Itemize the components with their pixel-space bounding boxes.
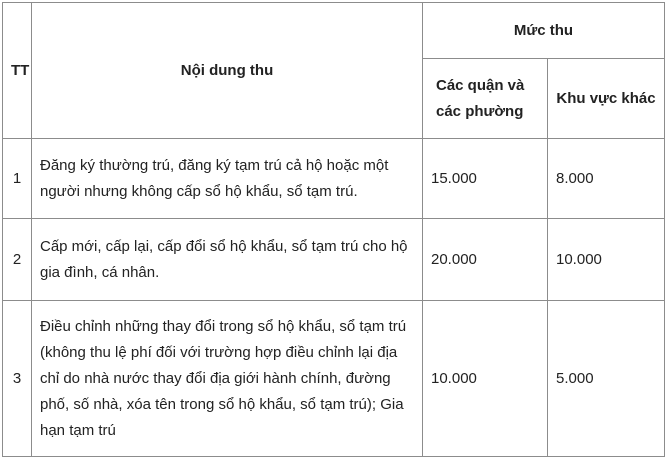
- header-other: Khu vực khác: [548, 59, 665, 139]
- row-tt: 2: [3, 219, 32, 301]
- row-urban-fee: 10.000: [423, 301, 548, 457]
- row-urban-fee: 15.000: [423, 139, 548, 219]
- header-urban: Các quận và các phường: [423, 59, 548, 139]
- row-urban-fee: 20.000: [423, 219, 548, 301]
- row-tt: 3: [3, 301, 32, 457]
- row-content: Điều chỉnh những thay đổi trong sổ hộ khẩu, sổ tạm trú (không thu lệ phí đối với trường hợp điều chỉnh lại địa chỉ do nhà nước thay đổi địa giới hành chính, đường phố, số nhà, xóa tên trong sổ hộ khẩu, sổ tạm trú); Gia hạn tạm trú: [32, 301, 423, 457]
- table-row: [3, 301, 665, 457]
- row-content: Đăng ký thường trú, đăng ký tạm trú cả hộ hoặc một người nhưng không cấp sổ hộ khẩu, sổ tạm trú.: [32, 139, 423, 219]
- header-tt: TT: [3, 3, 32, 139]
- row-other-fee: 8.000: [548, 139, 665, 219]
- row-content: Cấp mới, cấp lại, cấp đổi sổ hộ khẩu, sổ tạm trú cho hộ gia đình, cá nhân.: [32, 219, 423, 301]
- row-tt: 1: [3, 139, 32, 219]
- row-other-fee: 5.000: [548, 301, 665, 457]
- header-row-1: [3, 3, 665, 59]
- fee-table: [2, 2, 665, 457]
- row-other-fee: 10.000: [548, 219, 665, 301]
- table-row: [3, 139, 665, 219]
- header-content: Nội dung thu: [32, 3, 423, 139]
- table-row: [3, 219, 665, 301]
- header-fee-group: Mức thu: [423, 3, 665, 59]
